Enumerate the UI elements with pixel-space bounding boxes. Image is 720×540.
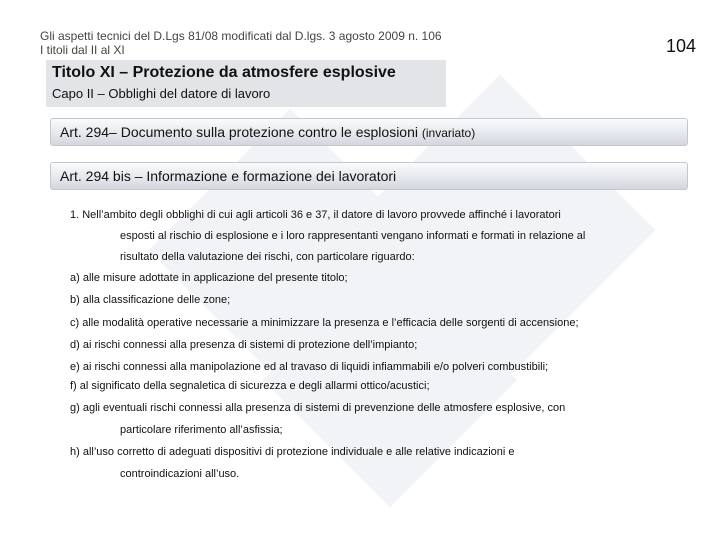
- article-294-note: (invariato): [421, 126, 476, 140]
- body-line-g: g) agli eventuali rischi connessi alla presenza di sistemi di prevenzione delle atmosfere esplosive, con: [70, 402, 566, 414]
- page-subtitle: Capo II – Obblighi del datore di lavoro: [52, 86, 271, 101]
- header-line-2: I titoli dal II al XI: [40, 43, 125, 57]
- body-line-e: e) ai rischi connessi alla manipolazione ed al travaso di liquidi infiammabili e/o polveri combustibili;: [70, 361, 549, 373]
- page-number: 104: [665, 36, 696, 56]
- body-line-g-cont: particolare riferimento all’asfissia;: [120, 424, 283, 436]
- header-line-1: Gli aspetti tecnici del D.Lgs 81/08 modificati dal D.lgs. 3 agosto 2009 n. 106: [40, 29, 442, 43]
- body-line-d: d) ai rischi connessi alla presenza di sistemi di protezione dell’impianto;: [70, 339, 418, 351]
- body-line-b: b) alla classificazione delle zone;: [70, 294, 231, 306]
- article-bar-294: [50, 118, 688, 146]
- page-title: Titolo XI – Protezione da atmosfere esplosive: [52, 64, 396, 81]
- body-line-1: 1. Nell’ambito degli obblighi di cui agli articoli 36 e 37, il datore di lavoro provvede affinché i lavoratori: [70, 209, 561, 221]
- body-line-h: h) all’uso corretto di adeguati dispositivi di protezione individuale e alle relative indicazioni e: [70, 446, 515, 458]
- article-bar-294-bis: [50, 162, 688, 190]
- body-line-f: f) al significato della segnaletica di sicurezza e degli allarmi ottico/acustici;: [70, 380, 430, 392]
- body-line-2: esposti al rischio di esplosione e i loro rappresentanti vengano informati e formati in relazione al: [120, 230, 586, 242]
- article-294-bis-label: Art. 294 bis – Informazione e formazione dei lavoratori: [60, 168, 397, 184]
- body-line-a: a) alle misure adottate in applicazione del presente titolo;: [70, 272, 348, 284]
- body-line-c: c) alle modalità operative necessarie a minimizzare la presenza e l’efficacia delle sorgenti di accensione;: [70, 317, 579, 329]
- article-294-text: [60, 124, 475, 140]
- article-294-label: Art. 294– Documento sulla protezione contro le esplosioni: [60, 124, 418, 140]
- body-line-3: risultato della valutazione dei rischi, con particolare riguardo:: [120, 251, 415, 263]
- body-line-h-cont: controindicazioni all’uso.: [120, 468, 240, 480]
